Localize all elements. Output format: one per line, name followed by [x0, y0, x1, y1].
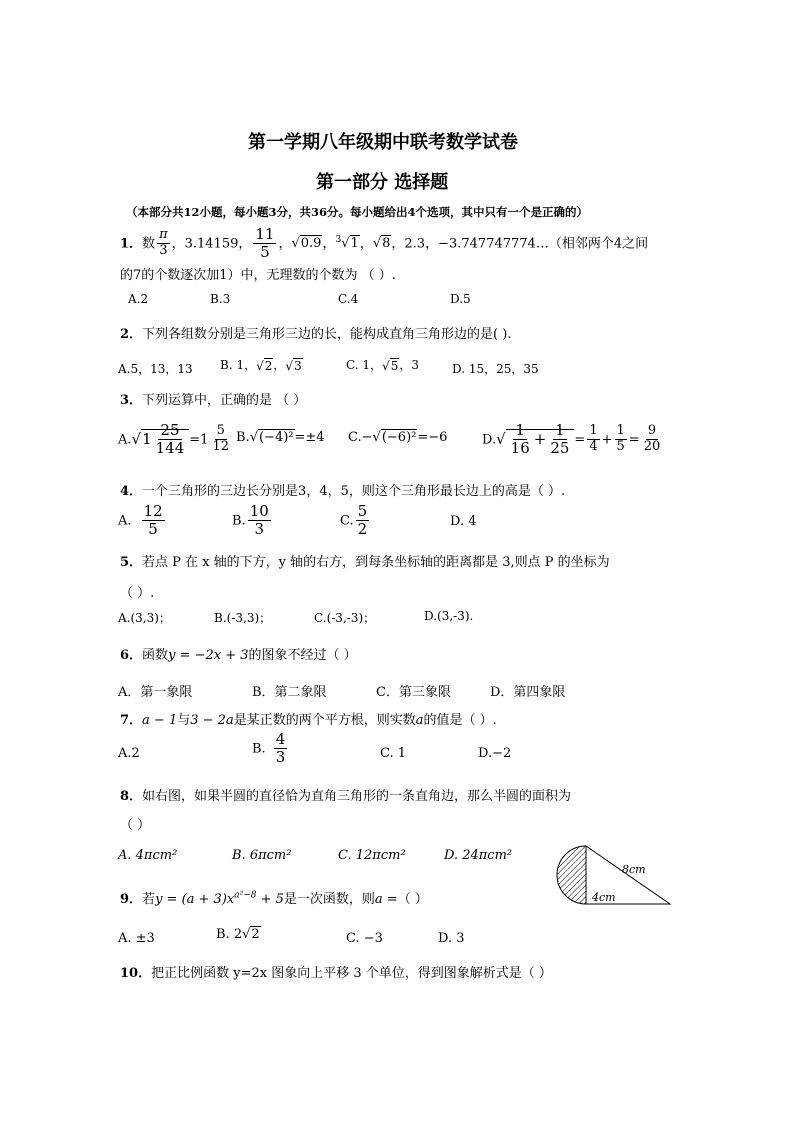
q1-option-a: A.2: [128, 292, 149, 306]
q6-option-a: A．第一象限: [118, 685, 193, 700]
question-5: 5．若点 P 在 x 轴的下方，y 轴的右方，到每条坐标轴的距离都是 3,则点 P 的坐标为: [120, 555, 610, 570]
question-1-line2: 的7的个数逐次加1）中，无理数的个数为 （ ）.: [120, 268, 396, 283]
question-2: 2．下列各组数分别是三角形三边的长，能构成直角三角形边的是( ).: [120, 327, 512, 342]
question-7: 7．a − 1与3 − 2a是某正数的两个平方根，则实数a的值是（ ）.: [120, 713, 497, 728]
semicircle-triangle-figure: [546, 840, 676, 910]
cube-root: √1: [341, 236, 359, 252]
q9-option-d: D. 3: [438, 931, 465, 946]
q7-option-b: B. $\frac{4}{3}$: [252, 730, 286, 767]
repeating-decimal: 2.3: [404, 236, 426, 252]
semicircle: [557, 846, 586, 904]
fraction: $\frac{11}{5}$: [255, 225, 275, 262]
question-8: 8．如右图，如果半圆的直径恰为直角三角形的一条直角边，那么半圆的面积为: [120, 789, 572, 804]
q9-option-b: B. 2√2: [216, 927, 260, 942]
q2-option-c: C. 1，√5，3: [346, 358, 419, 373]
q6-option-d: D．第四象限: [490, 685, 566, 700]
q5-option-c: C.(-3,-3)；: [314, 611, 376, 625]
q5-option-a: A.(3,3)；: [118, 611, 171, 625]
q6-option-c: C．第三象限: [376, 685, 451, 700]
text: ，3.14159，: [171, 236, 252, 252]
question-1: 1．数 $\frac{\pi}{3}$ ，3.14159， $\frac{11}{5}$ ，√0.9，$^3$√1，√8，2.3，−3.747747774…（相邻两个4之间: [120, 225, 649, 262]
hypotenuse-label: 8cm: [622, 863, 646, 876]
q7-option-c: C. 1: [380, 746, 407, 761]
q1-option-b: B.3: [210, 292, 231, 306]
q7-option-a: A.2: [118, 746, 140, 761]
q4-option-b: B. $\frac{10}{3}$: [232, 502, 269, 539]
question-8-line2: （ ）: [120, 818, 151, 833]
root-index: 3: [335, 234, 342, 245]
q1-option-d: D.5: [450, 292, 471, 306]
q3-option-c: C.−√(−6)²=−6: [348, 430, 448, 445]
leg-label: 4cm: [592, 891, 616, 904]
q3-option-d: D.√ $\frac{1}{16}$ + $\frac{1}{25}$ = $\frac{1}{4}$ + $\frac{1}{5}$ = $\frac{9}{20}$: [482, 421, 661, 458]
radical: √0.9: [291, 236, 322, 252]
q5-option-d: D.(3,-3).: [424, 609, 474, 623]
radical: √8: [372, 236, 391, 252]
q4-option-d: D. 4: [450, 514, 477, 529]
q3-option-b: B.√(−4)²=±4: [236, 430, 325, 445]
q9-option-c: C. −3: [346, 931, 383, 946]
question-5-line2: （ ）.: [120, 586, 155, 601]
q5-option-b: B.(-3,3)；: [214, 611, 272, 625]
q3-option-a: A.√1 $\frac{25}{144}$ =1 $\frac{5}{12}$: [118, 421, 229, 458]
q9-option-a: A. ±3: [118, 931, 155, 946]
q2-option-b: B. 1，√2，√3: [220, 358, 302, 373]
q2-option-d: D. 15，25，35: [452, 362, 539, 376]
exam-title: 第一学期八年级期中联考数学试卷: [248, 132, 518, 153]
fraction: $\frac{\pi}{3}$: [159, 227, 168, 259]
q8-option-d: D. 24πcm²: [444, 848, 513, 863]
text: 数: [142, 236, 156, 252]
q4-option-c: C. $\frac{5}{2}$: [340, 502, 368, 539]
section-note: （本部分共12小题，每小题3分，共36分。每小题给出4个选项，其中只有一个是正确的）: [126, 205, 589, 219]
q4-option-a: A. $\frac{12}{5}$: [118, 502, 163, 539]
q8-option-a: A. 4πcm²: [118, 848, 178, 863]
section-title: 第一部分 选择题: [316, 172, 449, 193]
q6-option-b: B．第二象限: [252, 685, 327, 700]
question-number: 1．: [120, 236, 143, 252]
q8-option-b: B. 6πcm²: [232, 848, 292, 863]
question-6: 6．函数y = −2x + 3的图象不经过（ ）: [120, 648, 357, 663]
question-3: 3．下列运算中，正确的是 （ ）: [120, 393, 307, 408]
question-9: 9．若$y = (a + 3)x^{a^2-8} + 5$是一次函数，则a =（ ）: [120, 890, 428, 907]
q8-option-c: C. 12πcm²: [338, 848, 406, 863]
question-4: 4．一个三角形的三边长分别是3，4，5，则这个三角形最长边上的高是（ ）.: [120, 484, 566, 499]
q2-option-a: A.5，13，13: [118, 362, 193, 376]
q7-option-d: D.−2: [478, 746, 512, 761]
q1-option-c: C.4: [338, 292, 359, 306]
question-10: 10．把正比例函数 y=2x 图象向上平移 3 个单位，得到图象解析式是（ ）: [120, 966, 552, 981]
